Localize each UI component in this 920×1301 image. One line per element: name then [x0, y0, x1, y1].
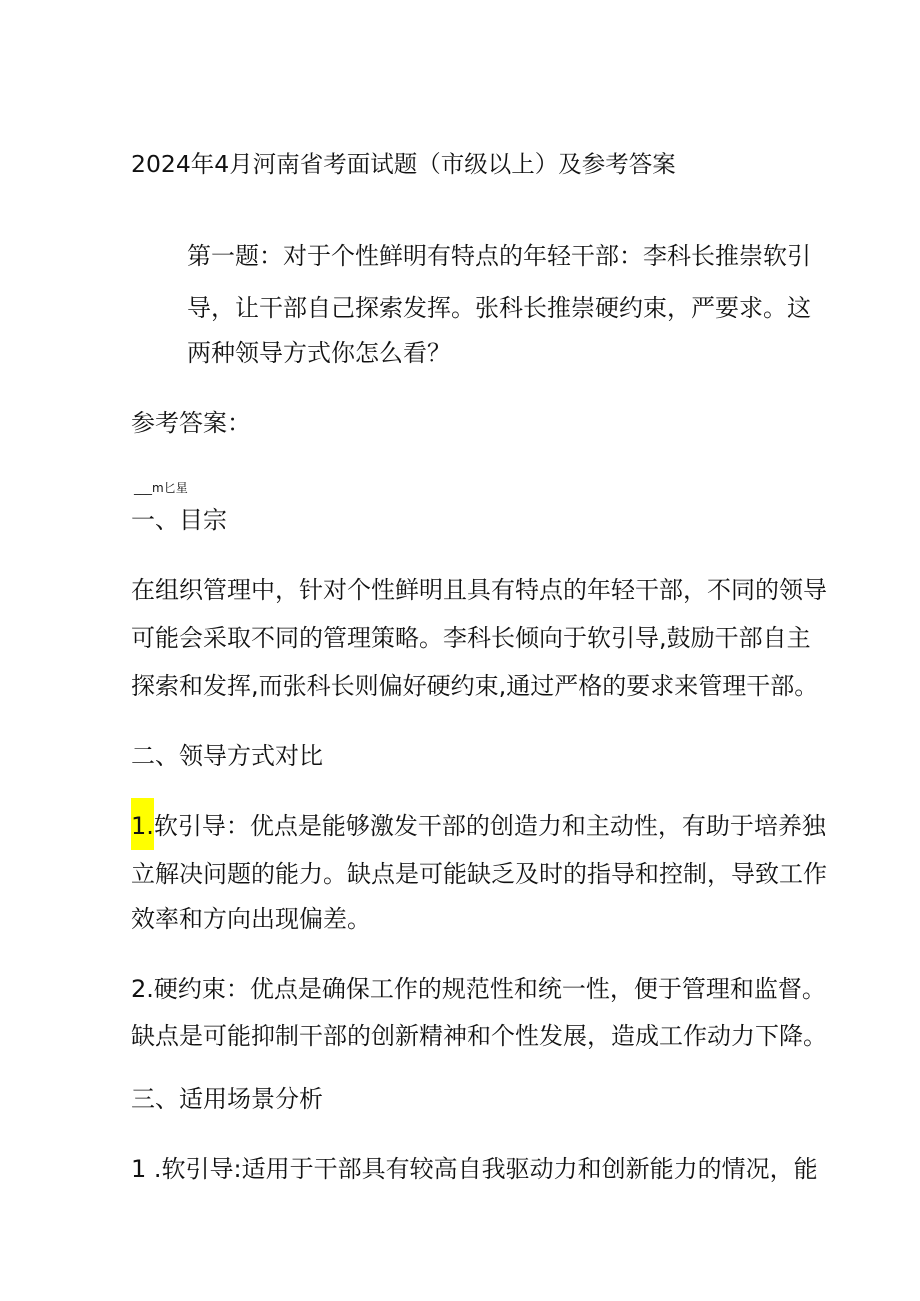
section-1-paragraph-line-3: 探索和发挥,而张科长则偏好硬约束,通过严格的要求来管理干部。	[131, 672, 819, 700]
answer-label: 参考答案：	[131, 409, 251, 437]
section-3-heading: 三、适用场景分析	[131, 1085, 323, 1113]
question-line-3: 两种领导方式你怎么看？	[187, 339, 451, 367]
highlighted-marker: 1.	[131, 798, 154, 850]
item-1-text: 软引导：优点是能够激发干部的创造力和主动性，有助于培养独	[153, 812, 826, 840]
section-2-item-1-line-3: 效率和方向出现偏差。	[131, 905, 371, 933]
section-2-item-2-line-2: 缺点是可能抑制干部的创新精神和个性发展，造成工作动力下降。	[131, 1022, 827, 1050]
section-2-item-2-line-1: 2.硬约束：优点是确保工作的规范性和统一性，便于管理和监督。	[131, 975, 826, 1003]
section-2-heading: 二、领导方式对比	[131, 742, 323, 770]
section-2-item-1-line-2: 立解决问题的能力。缺点是可能缺乏及时的指导和控制，导致工作	[131, 860, 827, 888]
section-1-heading: 一、目宗	[131, 506, 227, 534]
section-1-paragraph-line-2: 可能会采取不同的管理策略。李科长倾向于软引导,鼓励干部自主	[131, 624, 811, 652]
section-3-item-1-line-1: 1 .软引导:适用于干部具有较高自我驱动力和创新能力的情况，能	[131, 1155, 818, 1183]
small-artifact-text: ___m匕星	[134, 481, 188, 495]
question-line-2: 导，让干部自己探索发挥。张科长推崇硬约束，严要求。这	[187, 294, 811, 322]
document-title: 2024年4月河南省考面试题（市级以上）及参考答案	[131, 150, 676, 178]
section-1-paragraph-line-1: 在组织管理中，针对个性鲜明且具有特点的年轻干部，不同的领导	[131, 576, 827, 604]
section-2-item-1-line-1	[131, 810, 826, 850]
question-line-1: 第一题：对于个性鲜明有特点的年轻干部：李科长推崇软引	[187, 242, 811, 270]
